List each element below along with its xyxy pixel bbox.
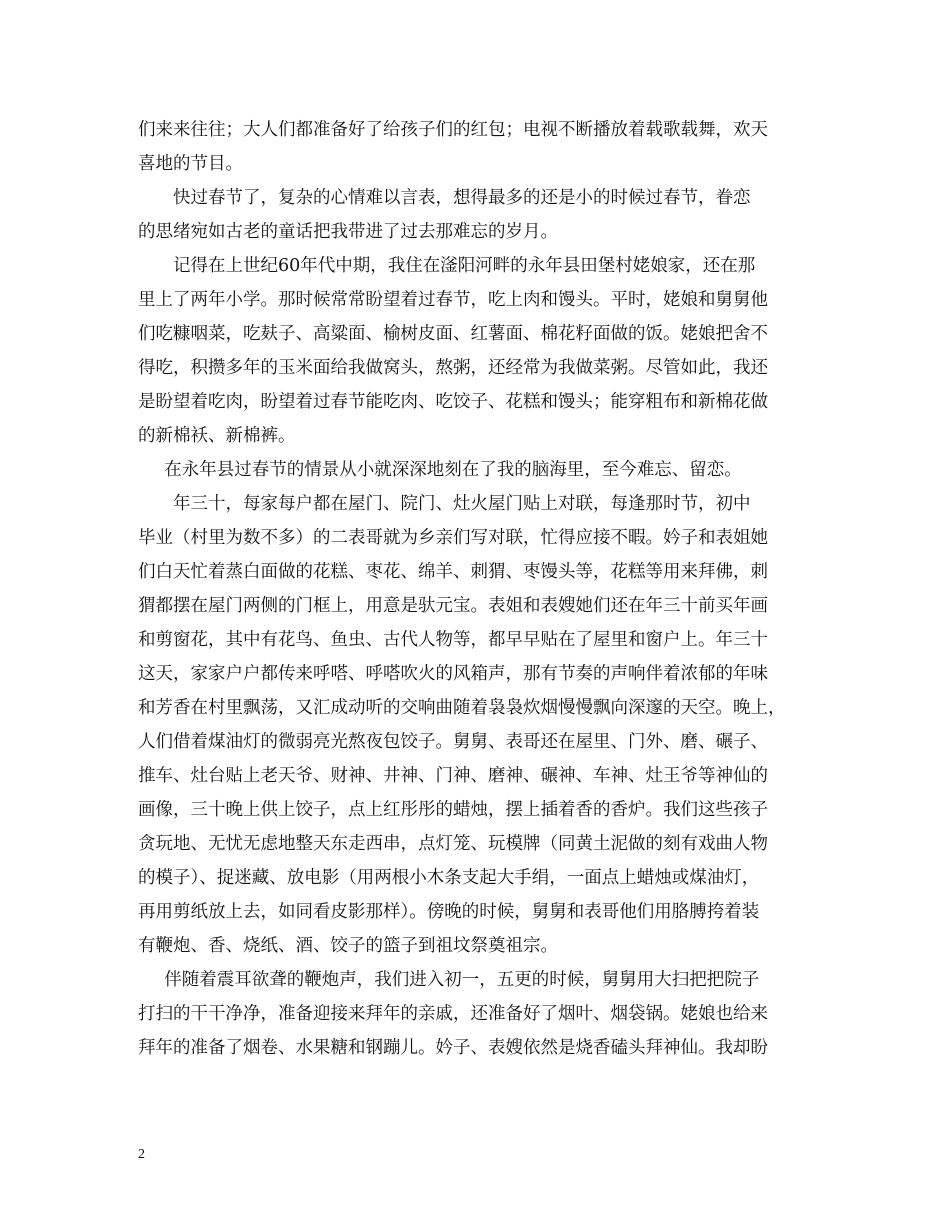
text-line: 年三十，每家每户都在屋门、院门、灶火屋门贴上对联，每逢那时节，初中 bbox=[173, 494, 751, 514]
text-line: 的模子）、捉迷藏、放电影（用两根小木条支起大手绢，一面点上蜡烛或煤油灯， bbox=[138, 868, 760, 888]
text-line: 贪玩地、无忧无虑地整天东走西串，点灯笼、玩模牌（同黄土泥做的刻有戏曲人物 bbox=[138, 834, 768, 854]
text-line: 喜地的节目。 bbox=[138, 154, 243, 174]
text-line: 的新棉袄、新棉裤。 bbox=[138, 426, 296, 446]
text-line: 里上了两年小学。那时候常常盼望着过春节，吃上肉和馒头。平时，姥娘和舅舅他 bbox=[138, 290, 768, 310]
text-line: 打扫的干干净净，准备迎接来拜年的亲戚，还准备好了烟叶、烟袋锅。姥娘也给来 bbox=[138, 1004, 768, 1024]
text-line: 这天，家家户户都传来呼嗒、呼嗒吹火的风箱声，那有节奏的声响伴着浓郁的年味 bbox=[138, 664, 768, 684]
text-line: 和剪窗花，其中有花鸟、鱼虫、古代人物等，都早早贴在了屋里和窗户上。年三十 bbox=[138, 630, 768, 650]
page-number: 2 bbox=[138, 1147, 145, 1162]
text-line: 拜年的准备了烟卷、水果糖和钢蹦儿。妗子、表嫂依然是烧香磕头拜神仙。我却盼 bbox=[138, 1038, 768, 1058]
text-line: 是盼望着吃肉，盼望着过春节能吃肉、吃饺子、花糕和馒头；能穿粗布和新棉花做 bbox=[138, 392, 768, 412]
text-line: 和芳香在村里飘荡，又汇成动听的交响曲随着袅袅炊烟慢慢飘向深邃的天空。晚上， bbox=[138, 698, 786, 718]
text-line: 推车、灶台贴上老天爷、财神、井神、门神、磨神、碾神、车神、灶王爷等神仙的 bbox=[138, 766, 768, 786]
text-line: 画像，三十晚上供上饺子，点上红彤彤的蜡烛，摆上插着香的香炉。我们这些孩子 bbox=[138, 800, 768, 820]
text-line: 得吃，积攒多年的玉米面给我做窝头，熬粥，还经常为我做菜粥。尽管如此，我还 bbox=[138, 358, 768, 378]
text-line: 记得在上世纪60年代中期，我住在滏阳河畔的永年县田堡村姥娘家，还在那 bbox=[173, 256, 756, 276]
text-line: 们吃糠咽菜，吃麸子、高粱面、榆树皮面、红薯面、棉花籽面做的饭。姥娘把舍不 bbox=[138, 324, 768, 344]
text-line: 有鞭炮、香、烧纸、酒、饺子的篮子到祖坟祭奠祖宗。 bbox=[138, 936, 558, 956]
text-line: 的思绪宛如古老的童话把我带进了过去那难忘的岁月。 bbox=[138, 222, 558, 242]
text-line: 在永年县过春节的情景从小就深深地刻在了我的脑海里，至今难忘、留恋。 bbox=[164, 460, 742, 480]
text-line: 们来来往往；大人们都准备好了给孩子们的红包；电视不断播放着载歌载舞，欢天 bbox=[138, 120, 768, 140]
text-line: 人们借着煤油灯的微弱亮光熬夜包饺子。舅舅、表哥还在屋里、门外、磨、碾子、 bbox=[138, 732, 768, 752]
text-line: 快过春节了，复杂的心情难以言表，想得最多的还是小的时候过春节，眷恋 bbox=[173, 188, 751, 208]
text-line: 猬都摆在屋门两侧的门框上，用意是驮元宝。表姐和表嫂她们还在年三十前买年画 bbox=[138, 596, 768, 616]
text-line: 们白天忙着蒸白面做的花糕、枣花、绵羊、刺猬、枣馒头等，花糕等用来拜佛，刺 bbox=[138, 562, 768, 582]
text-line: 再用剪纸放上去，如同看皮影那样）。傍晚的时候，舅舅和表哥他们用胳膊挎着装 bbox=[138, 902, 760, 922]
text-line: 伴随着震耳欲聋的鞭炮声，我们进入初一，五更的时候，舅舅用大扫把把院子 bbox=[164, 970, 760, 990]
body-text bbox=[138, 113, 822, 1065]
text-line: 毕业（村里为数不多）的二表哥就为乡亲们写对联，忙得应接不暇。妗子和表姐她 bbox=[138, 528, 768, 548]
